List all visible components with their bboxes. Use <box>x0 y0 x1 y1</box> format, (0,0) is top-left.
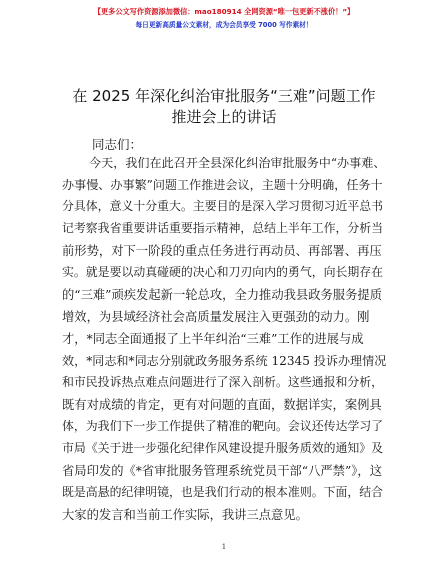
promo-banner-line-2: 每日更新高质量公文素材，成为会员享受 7000 写作素材！ <box>135 21 313 29</box>
document-title-line-1: 在 2025 年深化纠治审批服务“三难”问题工作 <box>72 87 376 105</box>
body-line: 记考察我省重要讲话重要指示精神，总结上半年工作，分析当 <box>62 221 384 235</box>
body-line: 前形势，对下一阶段的重点任务进行再动员、再部署、再压 <box>62 244 382 258</box>
page-number: 1 <box>221 543 227 551</box>
greeting: 同志们： <box>92 137 143 152</box>
body-line: 分具体，意义十分重大。主要目的是深入学习贯彻习近平总书 <box>62 199 384 213</box>
body-line: 效，*同志和*同志分别就政务服务系统 12345 投诉办理情况 <box>62 354 387 368</box>
body-line: 和市民投诉热点难点问题进行了深入剖析。这些通报和分析， <box>62 375 384 389</box>
document-title-line-2: 推进会上的讲话 <box>171 108 277 126</box>
body-line: 才，*同志全面通报了上半年纠治“三难”工作的进展与成 <box>62 332 364 346</box>
body-line: 省局印发的《*省审批服务管理系统党员干部“八严禁”》，这 <box>62 464 382 478</box>
body-line: 既是高悬的纪律明镜，也是我们行动的根本准则。下面，结合 <box>62 485 384 499</box>
body-line: 既有对成绩的肯定，更有对问题的直面，数据详实，案例具 <box>62 398 382 412</box>
body-line: 实。就是要以动真碰硬的决心和刀刃向内的勇气，向长期存在 <box>62 265 384 279</box>
body-line: 的“三难”顽疾发起新一轮总攻，全力推动我县政务服务提质 <box>62 288 382 302</box>
body-line: 大家的发言和当前工作实际，我讲三点意见。 <box>62 508 308 522</box>
body-line: 办事慢、办事繁”问题工作推进会议，主题十分明确，任务十 <box>62 178 383 192</box>
body-line: 市局《关于进一步强化纪律作风建设提升服务质效的通知》及 <box>62 441 384 455</box>
body-line: 体，为我们下一步工作提供了精准的靶向。会议还传达学习了 <box>62 419 384 433</box>
body-line: 今天，我们在此召开全县深化纠治审批服务中“办事难、 <box>89 156 386 170</box>
promo-banner-line-1: 【更多公文写作资源添加微信：mao180914 全网资源“唯一包更新不涨价！”】 <box>93 7 355 16</box>
body-line: 增效，为县域经济社会高质量发展注入更强劲的动力。刚 <box>62 310 370 324</box>
